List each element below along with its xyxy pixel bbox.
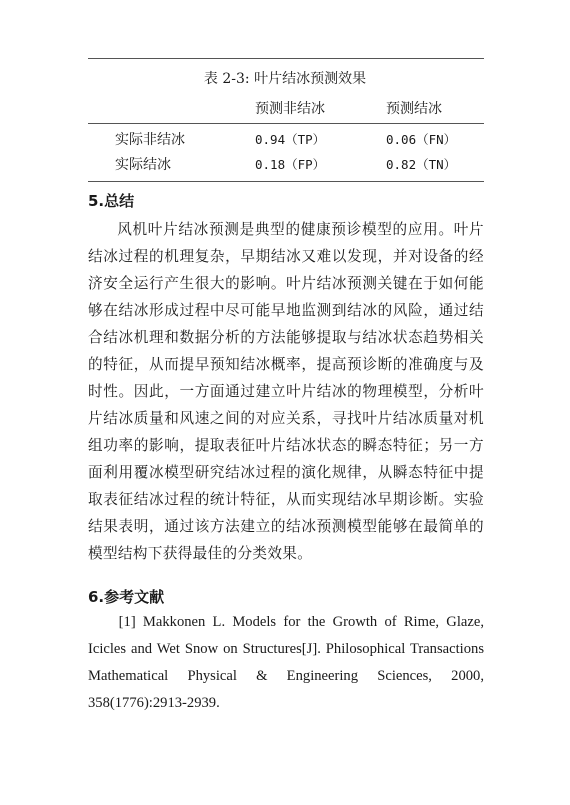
row-label-actual-icing: 实际结冰 [115, 157, 171, 173]
table-bottom-rule [88, 181, 484, 182]
table-cell-fp: 0.18（FP） [255, 157, 326, 172]
column-header-predicted-non-icing: 预测非结冰 [255, 101, 325, 117]
table-cell-fn: 0.06（FN） [386, 132, 457, 147]
table-cell-tp: 0.94（TP） [255, 132, 326, 147]
row-label-actual-non-icing: 实际非结冰 [115, 132, 185, 148]
top-rule [88, 58, 484, 59]
summary-paragraph: 风机叶片结冰预测是典型的健康预诊模型的应用。叶片结冰过程的机理复杂，早期结冰又难以发现，并对设备的经济安全运行产生很大的影响。叶片结冰预测关键在于如何能够在结冰形成过程中尽可能早地监测到结冰的风险，通过结合结冰机理和数据分析的方法能够提取与结冰状态趋势相关的特征，从而提早预知结冰概率，提高预诊断的准确度与及时性。因此，一方面通过建立叶片结冰的物理模型，分析叶片结冰质量和风速之间的对应关系，寻找叶片结冰质量对机组功率的影响，提取表征叶片结冰状态的瞬态特征；另一方面利用覆冰模型研究结冰过程的演化规律，从瞬态特征中提取表征结冰过程的统计特征，从而实现结冰早期诊断。实验结果表明，通过该方法建立的结冰预测模型能够在最简单的模型结构下获得最佳的分类效果。 [88, 221, 484, 562]
table-cell-tn: 0.82（TN） [386, 157, 457, 172]
table-header-rule [88, 123, 484, 124]
table-caption: 表 2-3: 叶片结冰预测效果 [203, 71, 367, 87]
column-header-predicted-icing: 预测结冰 [386, 101, 442, 117]
section-heading-summary: 5.总结 [88, 192, 135, 210]
reference-item-1: [1] Makkonen L. Models for the Growth of Rime, Glaze, Icicles and Wet Snow on Structures[J]. Philosophical Transactions Mathematical Physical & Engineering Sciences, 2000, 358(1776):2913-2939. [88, 614, 484, 711]
section-heading-references: 6.参考文献 [88, 588, 165, 606]
